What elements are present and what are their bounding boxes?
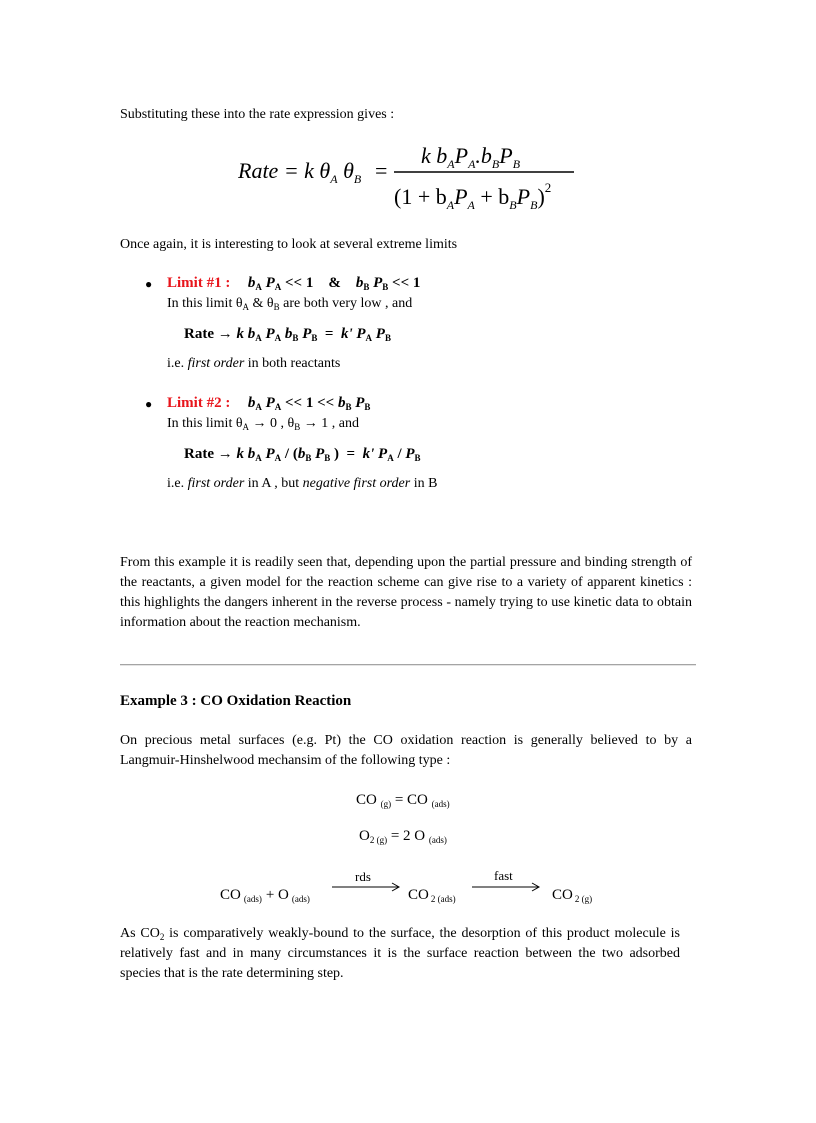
limits-list [120, 273, 700, 494]
final-paragraph: As $CO_2$ is comparatively weakly-bound to the surface, the desorption of this product molecule is relatively fast and in many circumstances it is the surface reaction between the two adsorbed species that is the rate determining step. [120, 926, 681, 981]
limit-conclusion: i.e. first order in A , but negative first order in B [167, 476, 438, 491]
bullet-icon: ● [145, 277, 153, 291]
arrow-label-fast: fast [494, 868, 513, 883]
limit-conclusion: i.e. first order in both reactants [167, 356, 341, 371]
reaction-o2-adsorption: $O_{2 (g)} = 2$ O $_{(ads)}$ [359, 828, 447, 845]
svg-text:(1 + bAPA + bBPB)2: $(1 + b_AP_A + b_BP_B)^2$ [394, 180, 552, 212]
limit-description: In this limit $\theta_A \to 0$ , $\theta_B \to 1$ , and [167, 416, 359, 432]
body-paragraph: From this example it is readily seen that, depending upon the partial pressure and binding strength of the reactants, a given model for the reaction scheme can give rise to a variety of apparent kinetics : this highlights the dangers inherent in the reverse process - namely trying to use kinetic data to obtain information about the reaction mechanism. [120, 555, 692, 630]
limit-rate-equation: Rate → k $b_A$ $P_A$ $b_B$ $P_B = k'$ $P_A$ $P_B$ [184, 326, 391, 343]
limits-intro: Once again, it is interesting to look at several extreme limits [120, 237, 458, 252]
limit-title: Limit #2 : [167, 395, 231, 411]
arrow-label-rds: rds [355, 869, 371, 884]
svg-text:k bAPA.bBPB: k $b_AP_A.b_BP_B$ [421, 143, 521, 171]
limit-condition: $b_A$ $P_A << 1$ & $b_B$ $P_B << 1$ [247, 275, 421, 292]
rate-equation [238, 138, 578, 218]
intro-text: Substituting these into the rate expression gives : [120, 107, 395, 122]
reaction-surface-step [220, 866, 640, 906]
limit-rate-equation: Rate → k $b_A$ $P_A / (b_B$ $P_B$ ) = k' $P_A / P_B$ [184, 446, 421, 463]
bullet-icon: ● [145, 397, 153, 411]
limit-description: In this limit $\theta_A$ & $\theta_B$ are both very low , and [167, 296, 413, 312]
limit-condition: $b_A$ $P_A << 1 << b_B$ $P_B$ [247, 395, 371, 412]
reaction-co-adsorption: CO $_{(g)}$ = CO $_{(ads)}$ [356, 792, 450, 809]
limit-item [120, 393, 700, 494]
example-paragraph: On precious metal surfaces (e.g. Pt) the CO oxidation reaction is generally believed to by a Langmuir-Hinshelwood mechansim of the following type : [120, 733, 692, 768]
svg-text:CO(ads)+ O(ads): CO $_{(ads)}$ + O $_{(ads)}$ [220, 887, 310, 904]
equals-sign: = [375, 158, 388, 183]
rate-lhs: Rate = k θ [238, 158, 331, 183]
section-divider [120, 664, 696, 666]
limit-item [120, 273, 700, 374]
svg-text:CO2 (g): CO $_{2 (g)}$ [552, 887, 593, 904]
svg-text:CO2 (ads): CO $_{2 (ads)}$ [408, 887, 456, 904]
svg-text:Rate = k θA θB: Rate = k $\theta_A$ $\theta_B$ [238, 158, 362, 186]
section-heading: Example 3 : CO Oxidation Reaction [120, 693, 352, 709]
limit-title: Limit #1 : [167, 275, 231, 291]
